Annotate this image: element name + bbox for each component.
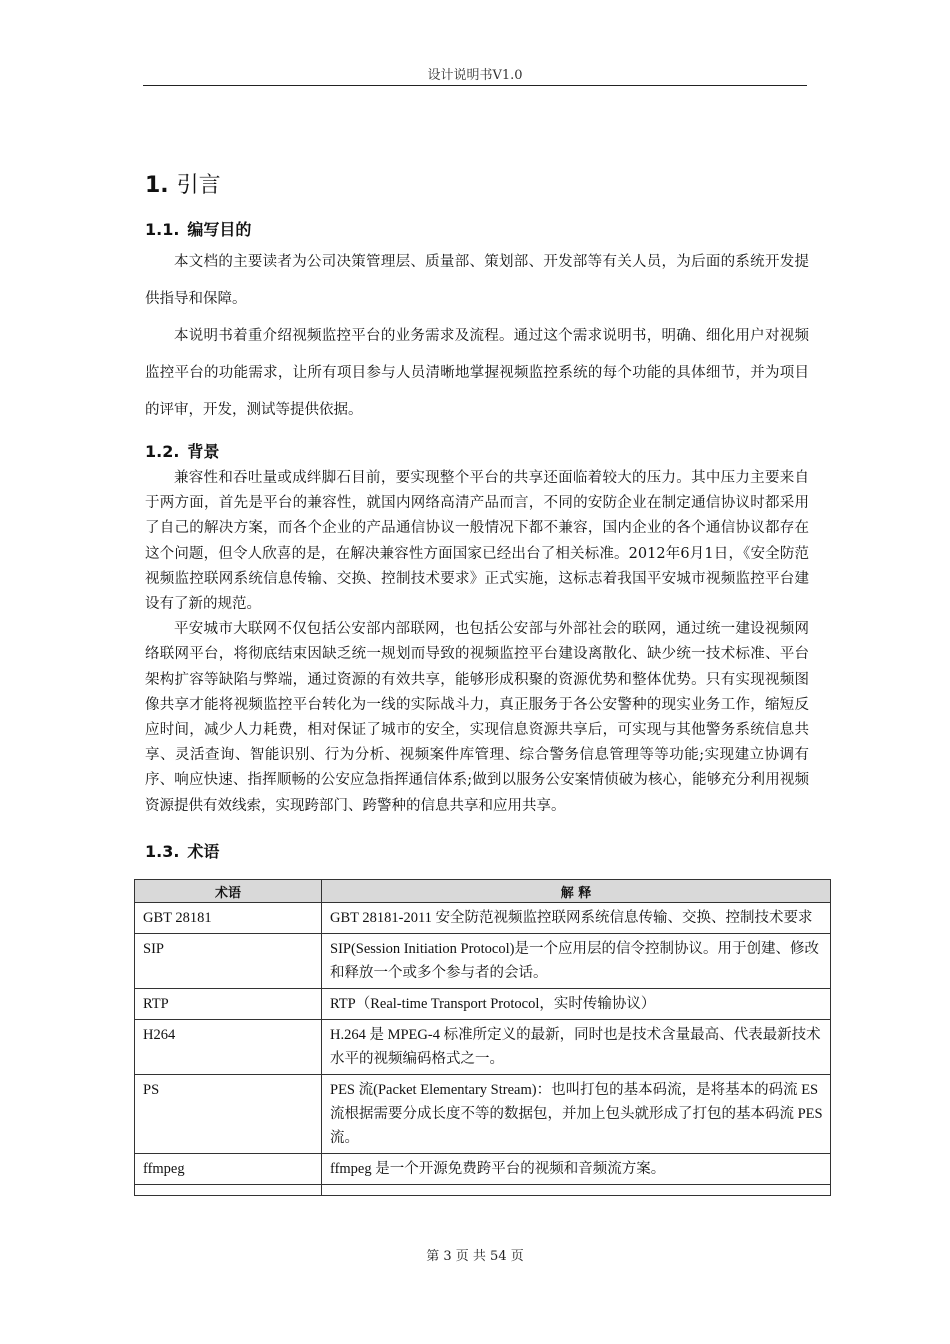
paragraph: 本说明书着重介绍视频监控平台的业务需求及流程。通过这个需求说明书，明确、细化用户对视频监控平台的功能需求，让所有项目参与人员清晰地掌握视频监控系统的每个功能的具体细节，并为项目的评审，开发，测试等提供依据。 [145,328,809,418]
explanation-cell [322,1185,831,1196]
table-row [135,1075,831,1154]
section-1-3-heading [145,839,809,862]
term-cell: GBT 28181 [135,903,322,934]
section-1-1-title: 编写目的 [187,220,252,239]
section-1-heading [145,168,809,199]
table-row-empty [135,1185,831,1196]
terms-table [134,879,831,1196]
paragraph: 平安城市大联网不仅包括公安部内部联网，也包括公安部与外部社会的联网，通过统一建设视频网络联网平台，将彻底结束因缺乏统一规划而导致的视频监控平台建设离散化、缺少统一技术标准、平台架构扩容等缺陷与弊端，通过资源的有效共享，能够形成积聚的资源优势和整体优势。只有实现视频图像共享才能将视频监控平台转化为一线的实际战斗力，真正服务于各公安警种的现实业务工作，缩短反应时间，减少人力耗费，相对保证了城市的安全，实现信息资源共享后，可实现与其他警务系统信息共享、灵活查询、智能识别、行为分析、视频案件库管理、综合警务信息管理等等功能;实现建立协调有序、响应快速、指挥顺畅的公安应急指挥通信体系;做到以服务公安案情侦破为核心，能够充分利用视频资源提供有效线索，实现跨部门、跨警种的信息共享和应用共享。 [145,621,809,814]
term-cell [135,1185,322,1196]
explanation-cell: PES 流(Packet Elementary Stream)：也叫打包的基本码流，是将基本的码流 ES 流根据需要分成长度不等的数据包，并加上包头就形成了打包的基本码流 PES 流。 [322,1075,831,1154]
section-1-2-body [145,466,809,819]
section-1-number: 1. [145,173,169,198]
explanation-cell: GBT 28181-2011 安全防范视频监控联网系统信息传输、交换、控制技术要求 [322,903,831,934]
explanation-cell: H.264 是 MPEG-4 标准所定义的最新，同时也是技术含量最高、代表最新技术水平的视频编码格式之一。 [322,1020,831,1075]
page-header: 设计说明书V1.0 [427,68,523,83]
section-1-1-body [145,244,809,429]
table-row [135,934,831,989]
term-cell: RTP [135,989,322,1020]
page-footer: 第 3 页 共 54 页 [426,1249,524,1264]
section-1-title: 引言 [176,173,221,198]
column-header-term: 术语 [135,880,322,903]
term-cell: ffmpeg [135,1154,322,1185]
section-1-2-number: 1.2. [145,442,180,461]
term-cell: H264 [135,1020,322,1075]
explanation-cell: SIP(Session Initiation Protocol)是一个应用层的信令控制协议。用于创建、修改和释放一个或多个参与者的会话。 [322,934,831,989]
table-row [135,903,831,934]
section-1-2-title: 背景 [187,442,220,461]
term-cell: PS [135,1075,322,1154]
section-1-3-title: 术语 [187,841,220,861]
explanation-cell: ffmpeg 是一个开源免费跨平台的视频和音频流方案。 [322,1154,831,1185]
table-header-row [135,880,831,903]
table-row [135,1154,831,1185]
table-row [135,989,831,1020]
section-1-3-number: 1.3. [145,841,180,861]
paragraph: 兼容性和吞吐量或成绊脚石目前，要实现整个平台的共享还面临着较大的压力。其中压力主要来自于两方面，首先是平台的兼容性，就国内网络高清产品而言，不同的安防企业在制定通信协议时都采用了自己的解决方案，而各个企业的产品通信协议一般情况下都不兼容，国内企业的各个通信协议都存在这个问题，但令人欣喜的是，在解决兼容性方面国家已经出台了相关标准。2012年6月1日，《安全防范视频监控联网系统信息传输、交换、控制技术要求》正式实施，这标志着我国平安城市视频监控平台建设有了新的规范。 [145,470,809,613]
section-1-2-heading [145,439,809,462]
document-body [145,168,809,868]
paragraph: 本文档的主要读者为公司决策管理层、质量部、策划部、开发部等有关人员，为后面的系统开发提供指导和保障。 [145,254,809,307]
table-row [135,1020,831,1075]
term-cell: SIP [135,934,322,989]
column-header-explanation: 解 释 [322,880,831,903]
section-1-1-heading [145,217,809,240]
header-rule [143,85,807,86]
explanation-cell: RTP（Real-time Transport Protocol，实时传输协议） [322,989,831,1020]
section-1-1-number: 1.1. [145,220,180,239]
